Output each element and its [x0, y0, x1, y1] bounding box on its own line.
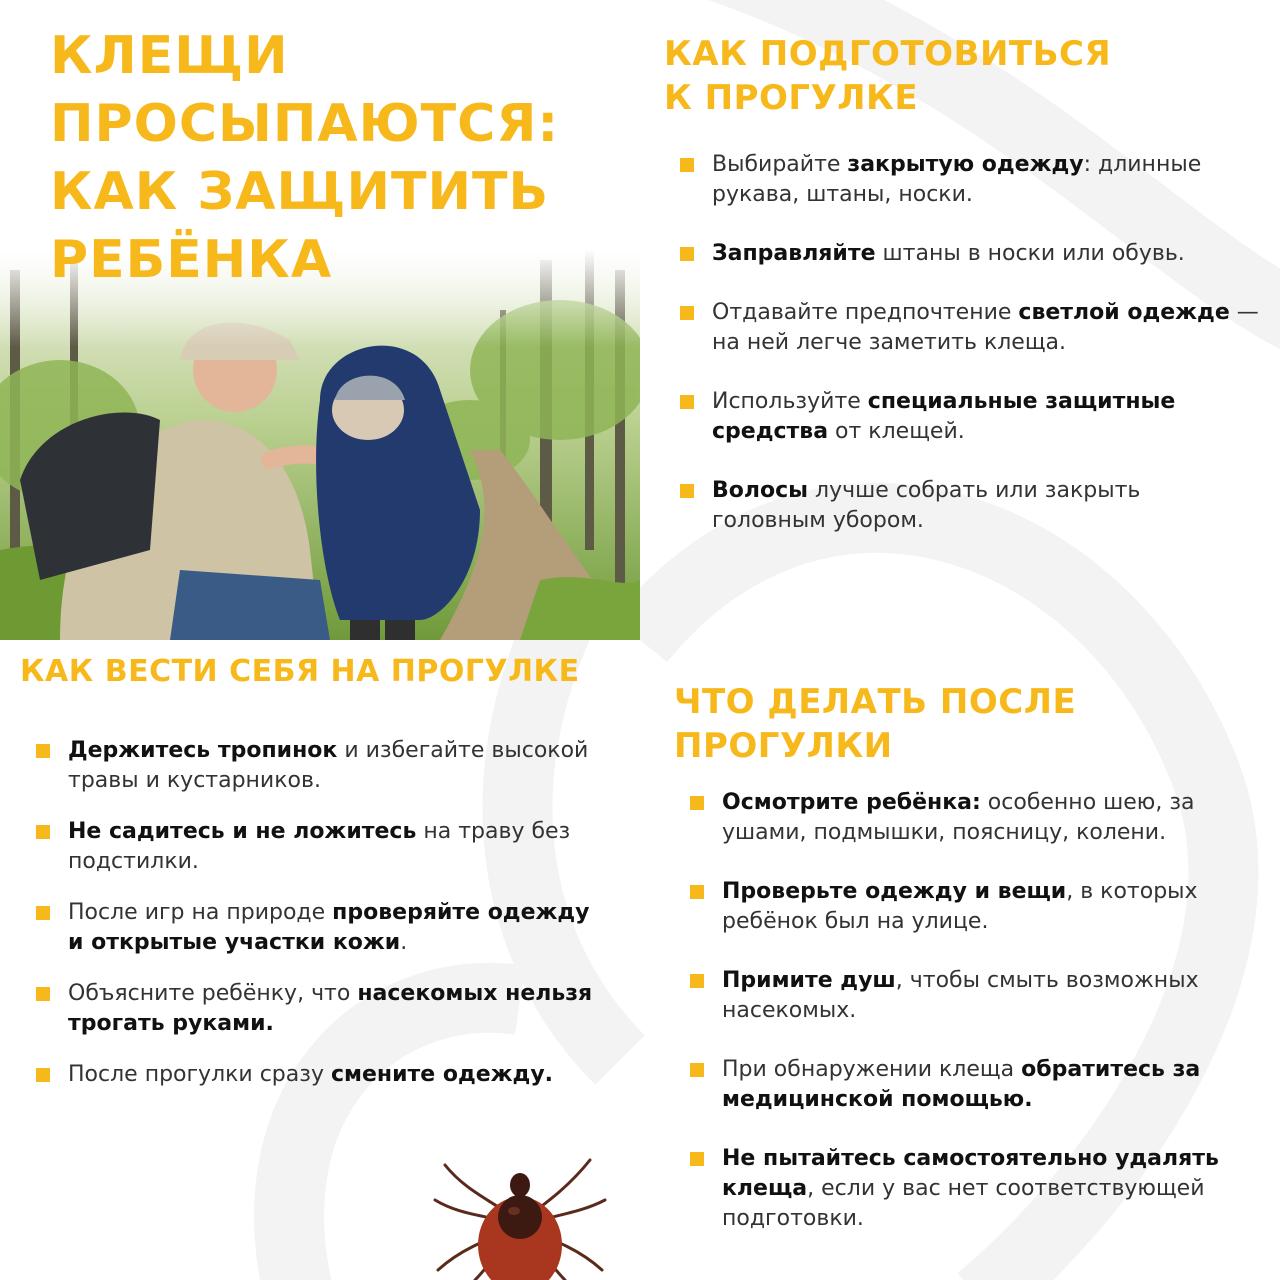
item-text: лучше собрать или закрыть головным убором. [712, 478, 1141, 533]
item-emphasis: обратитесь за медицинской помощью. [722, 1057, 1201, 1112]
list-item [36, 979, 596, 1039]
square-bullet-icon [690, 1063, 704, 1077]
item-emphasis: закрытую одежду [847, 152, 1084, 177]
square-bullet-icon [36, 744, 50, 758]
square-bullet-icon [690, 974, 704, 988]
list-item [680, 150, 1260, 210]
after-title-line-2: ПРОГУЛКИ [674, 726, 893, 766]
behave-section-title: КАК ВЕСТИ СЕБЯ НА ПРОГУЛКЕ [20, 654, 580, 689]
list-item [36, 736, 596, 796]
after-section-title [674, 680, 1076, 768]
item-emphasis: проверяйте одежду и открытые участки кожи [68, 900, 590, 955]
title-line-4: РЕБЁНКА [50, 230, 333, 290]
item-emphasis: Заправляйте [712, 241, 876, 266]
item-text: на траву без подстилки. [68, 819, 571, 874]
item-text: После игр на природе [68, 900, 333, 925]
item-text: : длинные рукава, штаны, носки. [712, 152, 1202, 207]
item-emphasis: Не садитесь и не ложитесь [68, 819, 417, 844]
list-item [690, 1144, 1270, 1234]
after-list [690, 788, 1270, 1263]
item-text: Объясните ребёнку, что [68, 981, 358, 1006]
square-bullet-icon [36, 1068, 50, 1082]
item-emphasis: Проверьте одежду и вещи [722, 879, 1067, 904]
square-bullet-icon [680, 395, 694, 409]
page-title [50, 22, 559, 294]
item-text: Отдавайте предпочтение [712, 300, 1019, 325]
square-bullet-icon [690, 885, 704, 899]
behave-list [36, 736, 596, 1111]
title-line-3: КАК ЗАЩИТИТЬ [50, 162, 550, 222]
list-item [680, 239, 1260, 269]
list-item [680, 298, 1260, 358]
item-text: особенно шею, за ушами, подмышки, поясницу, колени. [722, 790, 1195, 845]
item-emphasis: Не пытайтесь самостоятельно удалять клеща [722, 1146, 1219, 1201]
square-bullet-icon [36, 825, 50, 839]
square-bullet-icon [690, 796, 704, 810]
item-text: При обнаружении клеща [722, 1057, 1022, 1082]
square-bullet-icon [36, 987, 50, 1001]
item-text: штаны в носки или обувь. [875, 241, 1185, 266]
prepare-list [680, 150, 1260, 565]
item-text: от клещей. [828, 419, 965, 444]
list-item [690, 1055, 1270, 1115]
list-item [680, 387, 1260, 447]
prepare-section-title [664, 32, 1111, 120]
square-bullet-icon [36, 906, 50, 920]
item-emphasis: Примите душ [722, 968, 896, 993]
list-item [36, 1060, 596, 1090]
after-title-line-1: ЧТО ДЕЛАТЬ ПОСЛЕ [674, 682, 1077, 722]
list-item [36, 817, 596, 877]
item-text: Используйте [712, 389, 868, 414]
forest-photo [0, 250, 640, 640]
item-text: . [400, 930, 408, 955]
item-text: , в которых ребёнок был на улице. [722, 879, 1198, 934]
item-emphasis: специальные защитные средства [712, 389, 1176, 444]
tick-insect-icon [430, 1145, 610, 1280]
item-text: Выбирайте [712, 152, 848, 177]
list-item [690, 966, 1270, 1026]
item-emphasis: насекомых нельзя трогать руками. [68, 981, 593, 1036]
list-item [690, 877, 1270, 937]
square-bullet-icon [680, 484, 694, 498]
item-emphasis: смените одежду. [330, 1062, 554, 1087]
item-emphasis: Волосы [712, 478, 809, 503]
title-line-2: ПРОСЫПАЮТСЯ: [50, 94, 560, 154]
list-item [36, 898, 596, 958]
item-text: , если у вас нет соответствующей подготовки. [722, 1176, 1205, 1231]
item-emphasis: Держитесь тропинок [68, 738, 338, 763]
prepare-title-line-1: КАК ПОДГОТОВИТЬСЯ [664, 34, 1112, 74]
square-bullet-icon [680, 306, 694, 320]
list-item [680, 476, 1260, 536]
title-line-1: КЛЕЩИ [50, 26, 289, 86]
list-item [690, 788, 1270, 848]
item-text: и избегайте высокой травы и кустарников. [68, 738, 589, 793]
square-bullet-icon [690, 1152, 704, 1166]
item-text: — на ней легче заметить клеща. [712, 300, 1259, 355]
item-text: , чтобы смыть возможных насекомых. [722, 968, 1199, 1023]
item-emphasis: светлой одежде [1018, 300, 1230, 325]
item-emphasis: Осмотрите ребёнка: [722, 790, 981, 815]
square-bullet-icon [680, 247, 694, 261]
item-text: После прогулки сразу [68, 1062, 331, 1087]
square-bullet-icon [680, 158, 694, 172]
prepare-title-line-2: К ПРОГУЛКЕ [664, 78, 919, 118]
